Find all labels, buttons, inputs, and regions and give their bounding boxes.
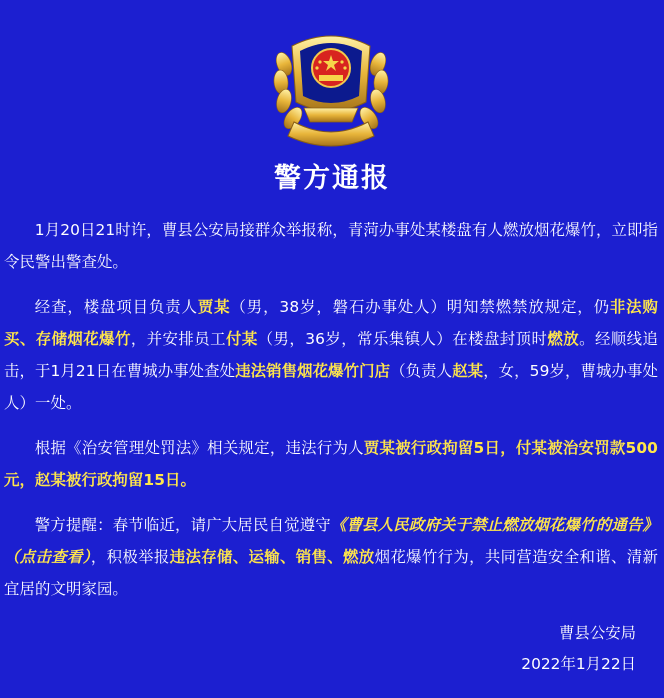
highlight-text: 违法存储、运输、销售、燃放 (169, 548, 375, 566)
police-emblem-icon (270, 24, 392, 152)
paragraph-text: 烟花爆竹行为，共同营造安全和谐、清新宜居的文明家园。 (4, 548, 658, 598)
paragraph-text: （男，38岁，磐石办事处人）明知禁燃禁放规定，仍 (230, 298, 610, 316)
paragraph-text: 经查，楼盘项目负责人 (34, 298, 198, 316)
page-title: 警方通报 (274, 163, 390, 194)
highlight-text: 付某 (225, 330, 258, 348)
highlight-text: 贾某被行政拘留5日，付某被治安罚款500元，赵某被行政拘留15日。 (4, 439, 658, 489)
paragraph-text: ，女，59岁，曹城办事处人）一处。 (4, 362, 658, 412)
highlight-text: 赵某 (452, 362, 484, 380)
paragraph-4 (4, 509, 658, 605)
paragraph-text: （负责人 (390, 362, 453, 380)
issue-date: 2022年1月22日 (521, 655, 636, 673)
highlight-text: 违法销售烟花爆竹门店 (235, 362, 391, 380)
paragraph-text: 警方提醒：春节临近，请广大居民自觉遵守 (34, 516, 331, 534)
paragraph-1 (4, 214, 658, 278)
notice-body (4, 214, 658, 618)
notice-link[interactable]: 《曹县人民政府关于禁止燃放烟花爆竹的通告》（点击查看） (4, 516, 658, 566)
paragraph-text: （男，36岁，常乐集镇人）在楼盘封顶时 (257, 330, 548, 348)
highlight-text: 非法购买、存储烟花爆竹 (4, 298, 658, 348)
paragraph-text: ，并安排员工 (130, 330, 226, 348)
paragraph-text: ，积极举报 (90, 548, 170, 566)
paragraph-text: 根据《治安管理处罚法》相关规定，违法行为人 (34, 439, 364, 457)
issuer-name: 曹县公安局 (559, 624, 636, 642)
highlight-text: 燃放 (547, 330, 580, 348)
paragraph-text: 1月20日21时许，曹县公安局接群众举报称，青菏办事处某楼盘有人燃放烟花爆竹，立即指令民警出警查处。 (4, 221, 658, 271)
paragraph-text: 。经顺线追击，于1月21日在曹城办事处查处 (4, 330, 659, 380)
paragraph-2 (4, 291, 658, 419)
highlight-text: 贾某 (197, 298, 231, 316)
paragraph-3 (4, 432, 658, 496)
